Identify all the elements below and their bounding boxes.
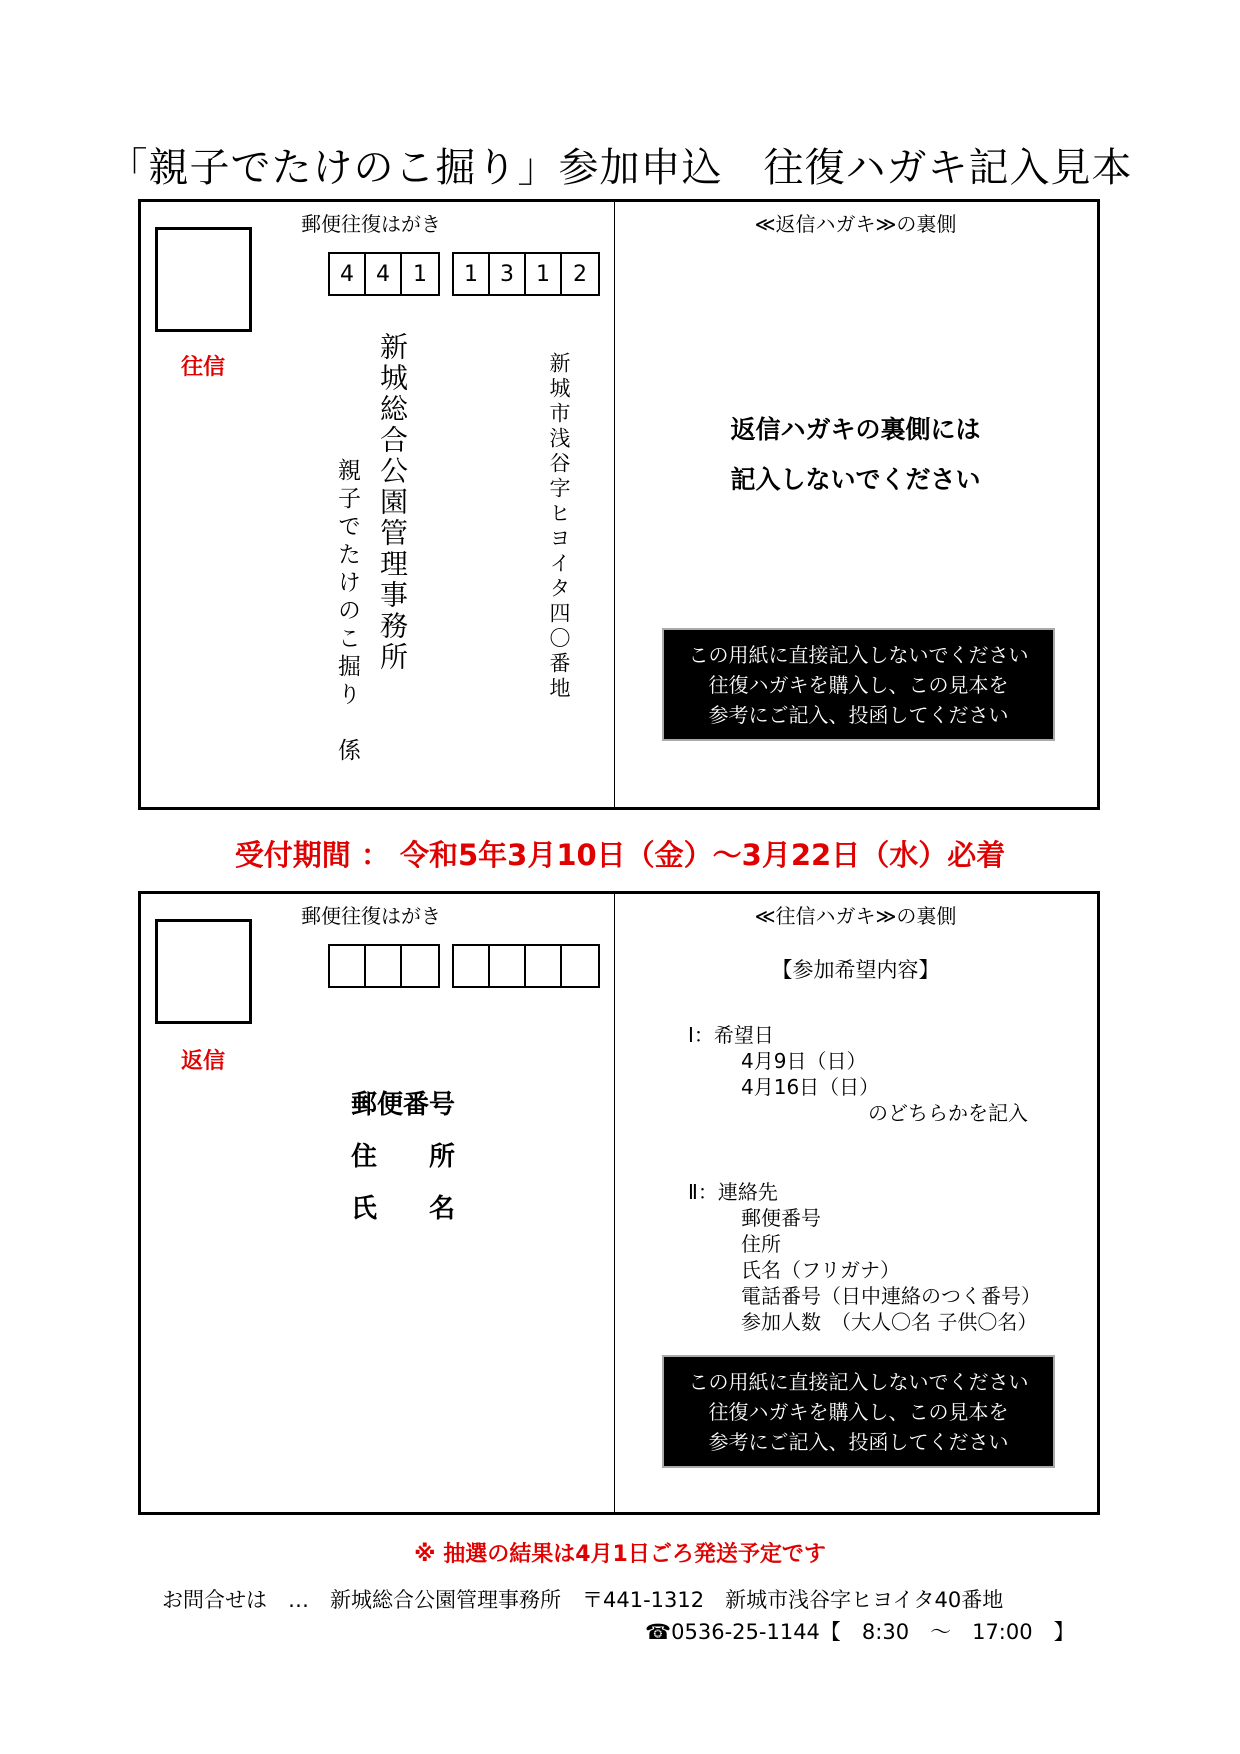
- zip-digit: 2: [573, 261, 587, 287]
- zip-digit: 3: [490, 254, 526, 294]
- card-divider: [614, 894, 615, 1512]
- date-option: 4月16日（日）: [741, 1075, 880, 1099]
- notice-line: 往復ハガキを購入し、この見本を: [708, 1400, 1009, 1424]
- contact-field: 電話番号（日中連絡のつく番号）: [741, 1284, 1041, 1308]
- postcard-label: 郵便往復はがき: [301, 212, 441, 236]
- page-title: 「親子でたけのこ掘り」参加申込 往復ハガキ記入見本: [107, 145, 1133, 191]
- contact-field: 参加人数 （大人〇名 子供〇名）: [741, 1310, 1038, 1334]
- field-postal-code: 郵便番号: [351, 1090, 456, 1120]
- zip-digit: 1: [526, 254, 562, 294]
- date-option: 4月9日（日）: [741, 1049, 867, 1073]
- zip-digit: [366, 946, 402, 986]
- recipient-department: 親子でたけのこ掘り 係: [334, 458, 360, 766]
- instruction-line-2: 記入しないでください: [730, 465, 981, 494]
- address-fields: [351, 1084, 455, 1240]
- instruction-line-1: 返信ハガキの裏側には: [730, 415, 981, 444]
- contact-field: 住所: [741, 1232, 781, 1256]
- contact-info: お問合せは … 新城総合公園管理事務所 〒441-1312 新城市浅谷字ヒヨイタ40番地: [162, 1588, 1004, 1612]
- contents-title: 【参加希望内容】: [771, 958, 940, 982]
- zip-digit: [490, 946, 526, 986]
- stamp-box: [155, 227, 252, 332]
- outgoing-postcard-sample: [138, 199, 1100, 810]
- notice-box: [662, 1355, 1055, 1468]
- zip-digit: [562, 946, 598, 986]
- contact-field: 郵便番号: [741, 1206, 821, 1230]
- outgoing-label: 往信: [180, 355, 225, 380]
- zip-code-first-empty: [328, 944, 440, 988]
- zip-digit: [454, 946, 490, 986]
- notice-line: 往復ハガキを購入し、この見本を: [708, 673, 1009, 697]
- notice-line: 参考にご記入、投函してください: [708, 703, 1009, 727]
- zip-digit: [402, 946, 438, 986]
- zip-code-second: [452, 252, 600, 296]
- field-address: 住所: [351, 1142, 455, 1172]
- contact-field: 氏名（フリガナ）: [741, 1258, 900, 1282]
- reply-label: 返信: [180, 1049, 225, 1074]
- zip-digit: 4: [330, 254, 366, 294]
- zip-digit: 4: [366, 254, 402, 294]
- reception-period: 受付期間 ： 令和5年3月10日（金）～3月22日（水）必着: [234, 838, 1006, 872]
- lottery-note: ※ 抽選の結果は4月1日ごろ発送予定です: [414, 1542, 826, 1567]
- zip-code-first: [328, 252, 440, 296]
- reply-postcard-sample: [138, 891, 1100, 1515]
- zip-digit: 1: [454, 254, 490, 294]
- back-side-label: ≪往信ハガキ≫の裏側: [754, 904, 957, 928]
- phone-and-hours: ☎0536-25-1144【 8:30 ～ 17:00 】: [645, 1620, 1075, 1644]
- notice-line: この用紙に直接記入しないでください: [688, 643, 1029, 667]
- recipient-address: 新城市浅谷字ヒヨイタ四〇番地: [547, 352, 571, 702]
- section-contact: Ⅱ：連絡先: [688, 1180, 778, 1204]
- field-name: 氏名: [351, 1194, 455, 1224]
- recipient-organization: 新城総合公園管理事務所: [376, 332, 409, 673]
- notice-box: [662, 628, 1055, 741]
- back-side-label: ≪返信ハガキ≫の裏側: [754, 212, 957, 236]
- stamp-box: [155, 919, 252, 1024]
- date-instruction: のどちらかを記入: [868, 1101, 1028, 1125]
- notice-line: この用紙に直接記入しないでください: [688, 1370, 1029, 1394]
- section-preferred-date: Ⅰ：希望日: [688, 1023, 774, 1047]
- zip-digit: [330, 946, 366, 986]
- zip-code-second-empty: [452, 944, 600, 988]
- zip-digit: 1: [413, 261, 427, 287]
- zip-digit: [526, 946, 562, 986]
- notice-line: 参考にご記入、投函してください: [708, 1430, 1009, 1454]
- postcard-label: 郵便往復はがき: [301, 904, 441, 928]
